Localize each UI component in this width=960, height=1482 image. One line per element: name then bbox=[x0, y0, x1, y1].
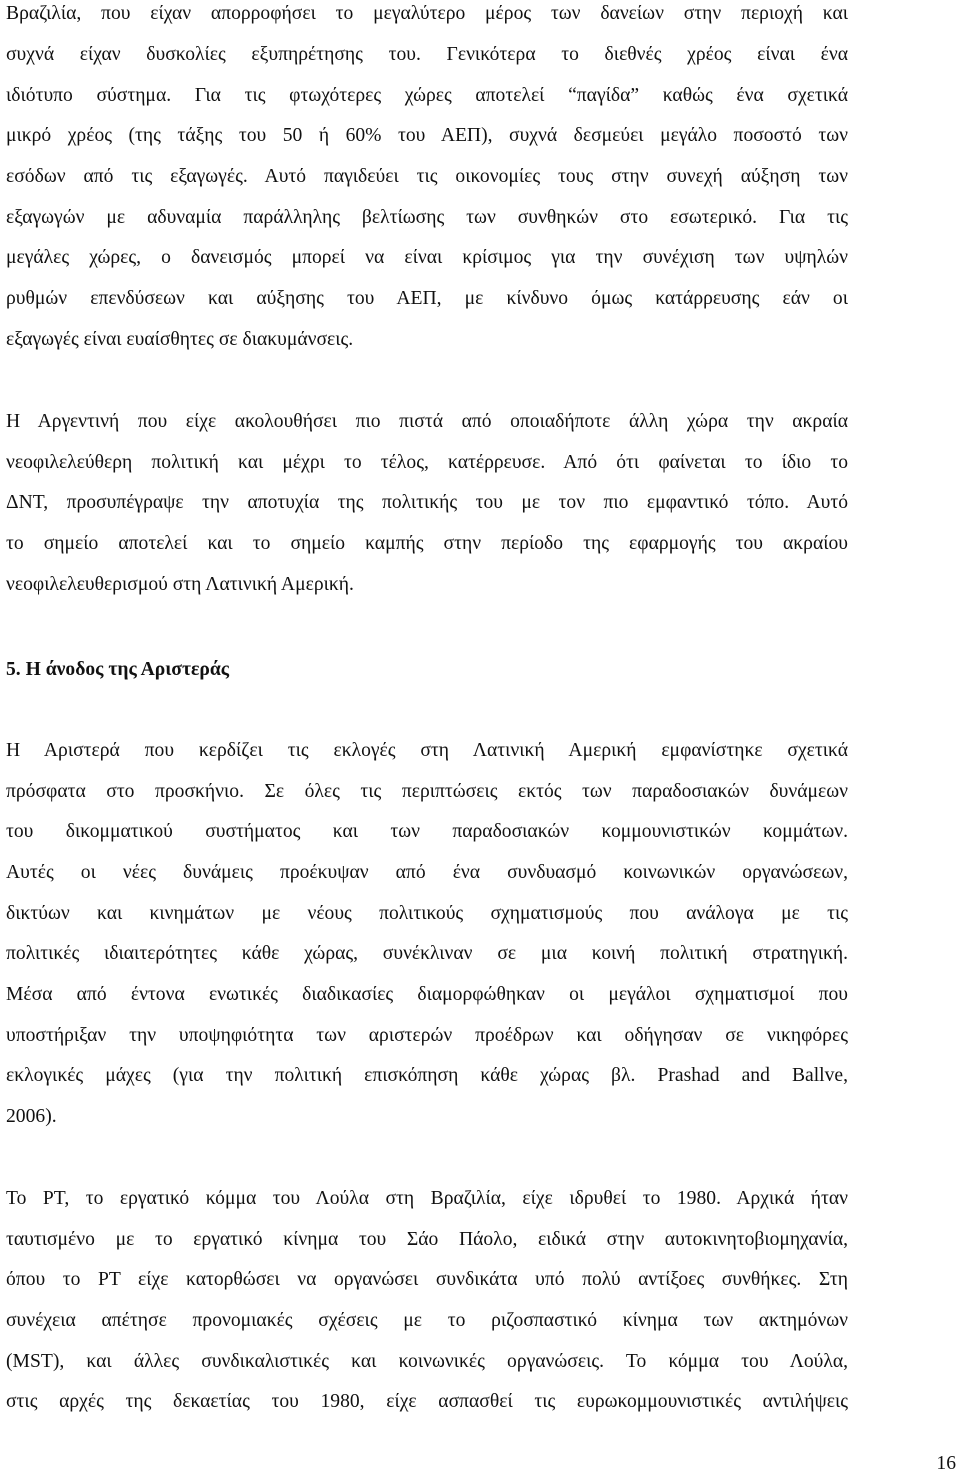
text-line: νεοφιλελευθερισμού στη Λατινική Αμερική. bbox=[6, 574, 354, 595]
text-line: νεοφιλελεύθερη πολιτική και μέχρι το τέλος, κατέρρευσε. Από ότι φαίνεται το ίδιο το bbox=[6, 452, 848, 473]
text-line: όπου το PT είχε κατορθώσει να οργανώσει συνδικάτα υπό πολύ αντίξοες συνθήκες. Στη bbox=[6, 1269, 848, 1290]
text-line: υποστήριξαν την υποψηφιότητα των αριστερών προέδρων και οδήγησαν σε νικηφόρες bbox=[6, 1025, 848, 1046]
page-number: 16 bbox=[936, 1453, 956, 1474]
text-line: μεγάλες χώρες, ο δανεισμός μπορεί να είναι κρίσιμος για την συνέχιση των υψηλών bbox=[6, 247, 848, 268]
text-line: συχνά είχαν δυσκολίες εξυπηρέτησης του. Γενικότερα το διεθνές χρέος είναι ένα bbox=[6, 44, 848, 65]
text-line: 2006). bbox=[6, 1106, 57, 1127]
text-line: ιδιότυπο σύστημα. Για τις φτωχότερες χώρες αποτελεί “παγίδα” καθώς ένα σχετικά bbox=[6, 85, 848, 106]
text-line: Η Αριστερά που κερδίζει τις εκλογές στη Λατινική Αμερική εμφανίστηκε σχετικά bbox=[6, 740, 848, 761]
text-line: ρυθμών επενδύσεων και αύξησης του ΑΕΠ, με κίνδυνο όμως κατάρρευσης εάν οι bbox=[6, 288, 848, 309]
text-line: εξαγωγές είναι ευαίσθητες σε διακυμάνσεις. bbox=[6, 329, 354, 350]
text-line: δικτύων και κινημάτων με νέους πολιτικούς σχηματισμούς που ανάλογα με τις bbox=[6, 903, 848, 924]
text-line: εκλογικές μάχες (για την πολιτική επισκόπηση κάθε χώρας βλ. Prashad and Ballve, bbox=[6, 1065, 848, 1086]
text-line: πρόσφατα στο προσκήνιο. Σε όλες τις περιπτώσεις εκτός των παραδοσιακών δυνάμεων bbox=[6, 781, 848, 802]
text-line: Η Αργεντινή που είχε ακολουθήσει πιο πιστά από οποιαδήποτε άλλη χώρα την ακραία bbox=[6, 411, 848, 432]
text-line: ΔΝΤ, προσυπέγραψε την αποτυχία της πολιτικής του με τον πιο εμφαντικό τόπο. Αυτό bbox=[6, 492, 848, 513]
text-line: Αυτές οι νέες δυνάμεις προέκυψαν από ένα συνδυασμό κοινωνικών οργανώσεων, bbox=[6, 862, 848, 883]
text-line: Βραζιλία, που είχαν απορροφήσει το μεγαλύτερο μέρος των δανείων στην περιοχή και bbox=[6, 3, 848, 24]
section-heading: 5. Η άνοδος της Αριστεράς bbox=[6, 659, 230, 680]
text-line: του δικομματικού συστήματος και των παραδοσιακών κομμουνιστικών κομμάτων. bbox=[6, 821, 848, 842]
text-line: (MST), και άλλες συνδικαλιστικές και κοινωνικές οργανώσεις. Το κόμμα του Λούλα, bbox=[6, 1351, 848, 1372]
text-line: πολιτικές ιδιαιτερότητες κάθε χώρας, συνέκλιναν σε μια κοινή πολιτική στρατηγική. bbox=[6, 943, 848, 964]
text-line: το σημείο αποτελεί και το σημείο καμπής στην περίοδο της εφαρμογής του ακραίου bbox=[6, 533, 848, 554]
text-line: Το PT, το εργατικό κόμμα του Λούλα στη Βραζιλία, είχε ιδρυθεί το 1980. Αρχικά ήταν bbox=[6, 1188, 848, 1209]
text-line: μικρό χρέος (της τάξης του 50 ή 60% του ΑΕΠ), συχνά δεσμεύει μεγάλο ποσοστό των bbox=[6, 125, 848, 146]
text-line: εξαγωγών με αδυναμία παράλληλης βελτίωσης των συνθηκών στο εσωτερικό. Για τις bbox=[6, 207, 848, 228]
text-line: ταυτισμένο με το εργατικό κίνημα του Σάο Πάολο, ειδικά στην αυτοκινητοβιομηχανία, bbox=[6, 1229, 848, 1250]
text-line: συνέχεια απέτησε προνομιακές σχέσεις με το ριζοσπαστικό κίνημα των ακτημόνων bbox=[6, 1310, 848, 1331]
text-line: Μέσα από έντονα ενωτικές διαδικασίες διαμορφώθηκαν οι μεγάλοι σχηματισμοί που bbox=[6, 984, 848, 1005]
text-line: στις αρχές της δεκαετίας του 1980, είχε ασπασθεί τις ευρωκομμουνιστικές αντιλήψεις bbox=[6, 1391, 848, 1412]
text-line: εσόδων από τις εξαγωγές. Αυτό παγιδεύει τις οικονομίες τους στην συνεχή αύξηση των bbox=[6, 166, 848, 187]
